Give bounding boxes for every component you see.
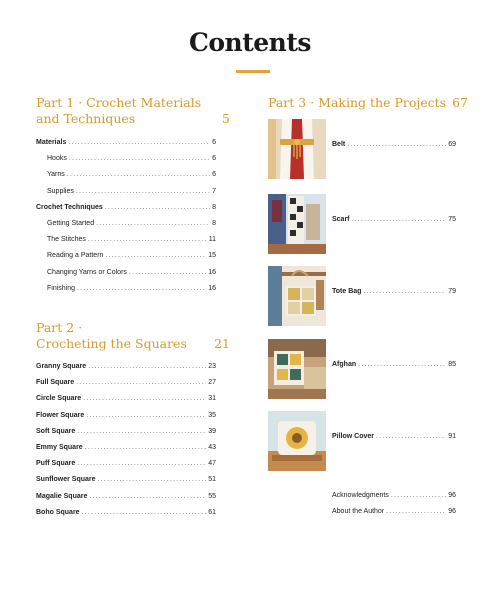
title-rule (236, 70, 270, 73)
toc-entry-about-the-author[interactable] (332, 504, 456, 520)
back-matter (332, 488, 456, 520)
pillow-cover-photo (268, 411, 326, 471)
toc-entry-puff-square[interactable] (36, 456, 216, 472)
part2-heading-line2: Crocheting the Squares (36, 336, 187, 351)
toc-entry-finishing[interactable] (36, 281, 216, 297)
toc-entry-yarns[interactable] (36, 167, 216, 183)
toc-page: 61 (208, 508, 216, 516)
part2-heading[interactable] (36, 320, 187, 352)
project-page: 69 (448, 141, 456, 148)
toc-page: 51 (208, 476, 216, 484)
toc-page: 6 (212, 139, 216, 146)
scarf-photo (268, 194, 326, 254)
toc-entry-getting-started[interactable] (36, 216, 216, 232)
toc-page: 23 (208, 363, 216, 370)
part2-page: 21 (214, 336, 230, 351)
part2-toc (36, 359, 216, 521)
project-entry-scarf[interactable] (268, 194, 456, 254)
page-title: Contents (188, 28, 311, 57)
belt-photo (268, 119, 326, 179)
project-label: Afghan (332, 361, 357, 368)
toc-page: 6 (212, 171, 216, 179)
toc-page: 8 (212, 220, 216, 228)
toc-label: Supplies (47, 187, 74, 195)
part1-heading[interactable] (36, 95, 201, 127)
toc-page: 35 (208, 411, 216, 419)
toc-page: 43 (208, 444, 216, 452)
toc-page: 31 (208, 395, 216, 403)
toc-entry-circle-square[interactable] (36, 391, 216, 407)
part3-page: 67 (452, 95, 468, 110)
toc-page: 11 (208, 236, 216, 244)
toc-page: 96 (448, 492, 456, 499)
toc-entry-granny-square[interactable] (36, 359, 216, 375)
toc-entry-supplies[interactable] (36, 184, 216, 200)
toc-label: Reading a Pattern (47, 252, 104, 260)
toc-entry-materials[interactable] (36, 135, 216, 151)
toc-page: 39 (208, 427, 216, 435)
part1-page: 5 (222, 111, 230, 126)
project-page: 79 (448, 288, 456, 295)
afghan-photo (268, 339, 326, 399)
toc-page: 6 (212, 155, 216, 163)
toc-label: Puff Square (36, 460, 76, 468)
project-entry-afghan[interactable] (268, 339, 456, 399)
toc-entry-full-square[interactable] (36, 375, 216, 391)
toc-label: About the Author (332, 508, 385, 515)
toc-label: Acknowledgments (332, 492, 389, 499)
toc-entry-acknowledgments[interactable] (332, 488, 456, 504)
toc-label: Soft Square (36, 427, 76, 435)
project-page: 75 (448, 216, 456, 223)
toc-page: 15 (208, 252, 216, 260)
toc-label: Yarns (47, 171, 65, 179)
part3-heading[interactable]: Part 3 · Making the Projects (268, 95, 447, 110)
toc-label: Magalie Square (36, 492, 88, 500)
toc-label: Boho Square (36, 508, 80, 516)
project-page: 85 (448, 361, 456, 368)
toc-page: 47 (208, 460, 216, 468)
toc-label: Sunflower Square (36, 476, 96, 484)
part2-heading-line1: Part 2 · (36, 320, 83, 335)
project-entry-tote-bag[interactable] (268, 266, 456, 326)
part1-toc (36, 135, 216, 297)
project-entry-belt[interactable] (268, 119, 456, 179)
toc-page: 8 (212, 203, 216, 211)
toc-entry-the-stitches[interactable] (36, 232, 216, 248)
part1-heading-line2: and Techniques (36, 111, 136, 126)
toc-entry-soft-square[interactable] (36, 424, 216, 440)
toc-label: Circle Square (36, 395, 82, 403)
toc-label: Hooks (47, 155, 67, 163)
toc-page: 96 (448, 508, 456, 515)
project-page: 91 (448, 433, 456, 440)
toc-entry-magalie-square[interactable] (36, 489, 216, 505)
toc-entry-crochet-techniques[interactable] (36, 200, 216, 216)
toc-entry-hooks[interactable] (36, 151, 216, 167)
project-entry-pillow-cover[interactable] (268, 411, 456, 471)
toc-entry-changing-yarns[interactable] (36, 265, 216, 281)
toc-label: Materials (36, 139, 67, 146)
project-label: Scarf (332, 216, 350, 223)
part1-heading-line1: Part 1 · Crochet Materials (36, 95, 202, 110)
toc-label: The Stitches (47, 236, 86, 244)
project-label: Pillow Cover (332, 433, 375, 440)
toc-entry-flower-square[interactable] (36, 408, 216, 424)
toc-label: Granny Square (36, 363, 87, 370)
toc-entry-sunflower-square[interactable] (36, 472, 216, 488)
toc-label: Changing Yarns or Colors (47, 268, 127, 276)
project-label: Tote Bag (332, 288, 362, 295)
toc-page: 7 (212, 187, 216, 195)
toc-entry-emmy-square[interactable] (36, 440, 216, 456)
toc-label: Flower Square (36, 411, 85, 419)
toc-page: 16 (208, 284, 216, 292)
toc-entry-boho-square[interactable] (36, 505, 216, 521)
toc-label: Crochet Techniques (36, 203, 103, 211)
toc-label: Emmy Square (36, 444, 83, 452)
toc-page: 55 (208, 492, 216, 500)
toc-label: Getting Started (47, 220, 95, 228)
toc-page: 27 (208, 379, 216, 387)
toc-label: Full Square (36, 379, 75, 387)
toc-entry-reading-a-pattern[interactable] (36, 248, 216, 264)
project-label: Belt (332, 141, 346, 148)
toc-label: Finishing (47, 284, 76, 292)
toc-page: 16 (208, 268, 216, 276)
tote-bag-photo (268, 266, 326, 326)
